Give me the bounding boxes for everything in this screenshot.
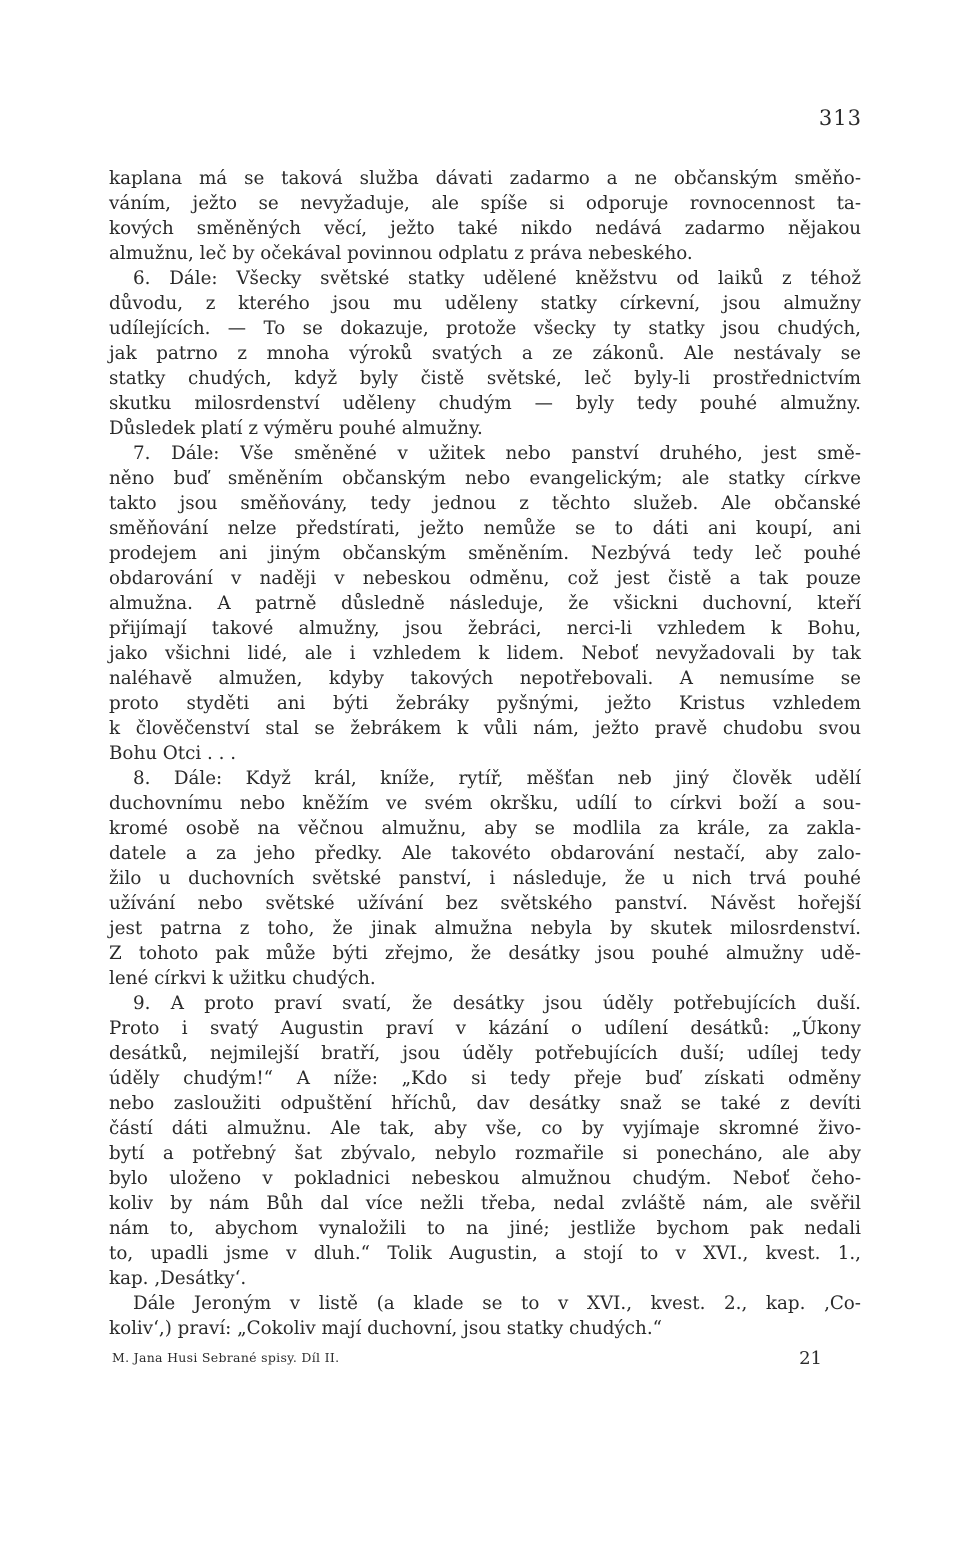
signature-mark: 21 (799, 1348, 822, 1369)
text-line: kap. ‚Desátky‘. (109, 1268, 247, 1289)
page-footer (112, 1346, 862, 1376)
text-line: almužnu, leč by očekával povinnou odplatu z práva nebeského. (109, 243, 693, 264)
text-line: obdarování v naději v nebeskou odměnu, což jest čistě a tak pouze (109, 568, 861, 589)
text-line: desátků, nejmilejší bratří, jsou úděly potřebujících duší; udílej tedy (109, 1043, 861, 1064)
text-line: to, upadli jsme v dluh.“ Tolik Augustin, a stojí to v XVI., kvest. 1., (109, 1243, 861, 1264)
page-number: 313 (818, 106, 862, 130)
text-line: užívání nebo světské užívání bez světského panství. Návěst hořejší (109, 893, 861, 914)
text-line: datele a za jeho předky. Ale takovéto obdarování nestačí, aby zalo- (109, 843, 861, 864)
footer-note: M. Jana Husi Sebrané spisy. Díl II. (112, 1350, 340, 1365)
text-line: lené církvi k užitku chudých. (109, 968, 376, 989)
text-line: koliv‘,) praví: „Cokoliv mají duchovní, jsou statky chudých.“ (109, 1318, 662, 1339)
text-line: statky chudých, když byly čistě světské, leč byly-li prostřednictvím (109, 368, 861, 389)
text-line: směňování nelze předstírati, ježto nemůže se to dáti ani koupí, ani (109, 518, 861, 539)
text-line: kromé osobě na věčnou almužnu, aby se modlila za krále, za zakla- (109, 818, 861, 839)
text-line: úděly chudým!“ A níže: „Kdo si tedy přeje buď získati odměny (109, 1068, 861, 1089)
text-line: takto jsou směňovány, tedy jednou z těchto služeb. Ale občanské (109, 493, 861, 514)
text-line: proto styděti ani býti žebráky pyšnými, ježto Kristus vzhledem (109, 693, 861, 714)
text-line: Proto i svatý Augustin praví v kázání o udílení desátků: „Úkony (109, 1018, 861, 1039)
text-line: koliv by nám Bůh dal více nežli třeba, nedal zvláště nám, ale svěřil (109, 1193, 861, 1214)
body-text (109, 166, 861, 1341)
text-line: Bohu Otci . . . (109, 743, 237, 764)
text-line: žilo u duchovních světské panství, i následuje, že u nich trvá pouhé (109, 868, 861, 889)
text-line: bytí a potřebný šat zbývalo, nebylo rozmařile si ponecháno, ale aby (109, 1143, 861, 1164)
text-line: jak patrno z mnoha výroků svatých a ze zákonů. Ale nestávaly se (109, 343, 861, 364)
text-line: kaplana má se taková služba dávati zadarmo a ne občanským směňo- (109, 168, 861, 189)
text-line: Z tohoto pak může býti zřejmo, že desátky jsou pouhé almužny udě- (109, 943, 861, 964)
text-line: nám to, abychom vynaložili to na jiné; jestliže bychom pak nedali (109, 1218, 861, 1239)
text-line: Důsledek platí z výměru pouhé almužny. (109, 418, 483, 439)
text-line: almužna. A patrně důsledně následuje, že všickni duchovní, kteří (109, 593, 861, 614)
text-line: důvodu, z kterého jsou mu uděleny statky církevní, jsou almužny (109, 293, 861, 314)
text-line: kových směněných věcí, ježto také nikdo nedává zadarmo nějakou (109, 218, 861, 239)
text-line: duchovnímu nebo kněžím ve svém okršku, udílí to církvi boží a sou- (109, 793, 861, 814)
text-line: váním, ježto se nevyžaduje, ale spíše si odporuje rovnocennost ta- (109, 193, 861, 214)
text-line: 7. Dále: Vše směněné v užitek nebo panství druhého, jest smě- (133, 443, 861, 464)
text-line: bylo uloženo v pokladnici nebeskou almužnou chudým. Neboť čeho- (109, 1168, 861, 1189)
text-line: prodejem ani jiným občanským směněním. Nezbývá tedy leč pouhé (109, 543, 861, 564)
text-line: udílejících. — To se dokazuje, protože všecky ty statky jsou chudých, (109, 318, 861, 339)
text-line: jest patrna z toho, že jinak almužna nebyla by skutek milosrdenství. (109, 918, 861, 939)
text-line: jako všichni lidé, ale i vzhledem k lidem. Neboť nevyžadovali by tak (109, 643, 861, 664)
text-line: 6. Dále: Všecky světské statky udělené kněžstvu od laiků z téhož (133, 268, 861, 289)
text-line: přijímají takové almužny, jsou žebráci, nerci-li vzhledem k Bohu, (109, 618, 861, 639)
text-line: 9. A proto praví svatí, že desátky jsou úděly potřebujících duší. (133, 993, 861, 1014)
text-line: naléhavě almužen, kdyby takových nepotřebovali. A nemusíme se (109, 668, 861, 689)
text-line: k člověčenství stal se žebrákem k vůli nám, ježto pravě chudobu svou (109, 718, 861, 739)
text-line: nebo zasloužiti odpuštění hříchů, dav desátky snaž se také z devíti (109, 1093, 861, 1114)
text-line: skutku milosrdenství uděleny chudým — byly tedy pouhé almužny. (109, 393, 861, 414)
text-line: částí dáti almužnu. Ale tak, aby vše, co by vyjímaje skromné živo- (109, 1118, 861, 1139)
text-line: Dále Jeroným v listě (a klade se to v XVI., kvest. 2., kap. ‚Co- (133, 1293, 861, 1314)
text-line: něno buď směněním občanským nebo evangelickým; ale statky církve (109, 468, 861, 489)
text-line: 8. Dále: Když král, kníže, rytíř, měšťan neb jiný člověk udělí (133, 768, 861, 789)
